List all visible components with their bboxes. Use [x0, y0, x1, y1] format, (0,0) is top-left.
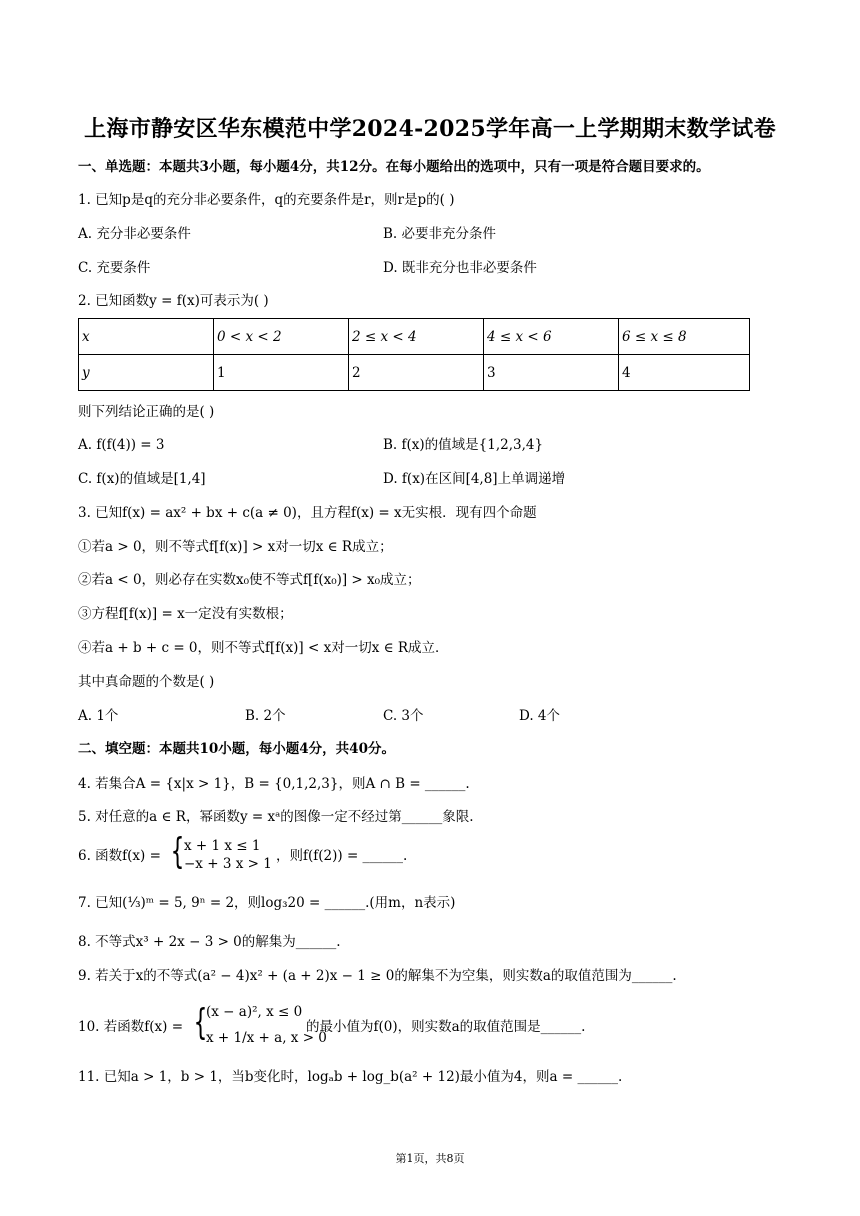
q1-option-d[interactable]: D. 既非充分也非必要条件: [383, 260, 537, 276]
table-cell: 4: [619, 355, 750, 391]
table-cell: 3: [484, 355, 619, 391]
question-9: 9. 若关于x的不等式(a² − 4)x² + (a + 2)x − 1 ≥ 0的解集不为空集，则实数a的取值范围为______.: [78, 968, 677, 984]
q3-option-b[interactable]: B. 2个: [245, 708, 286, 724]
q2-option-a[interactable]: A. f(f(4)) = 3: [78, 437, 165, 453]
table-row: [79, 355, 750, 391]
table-cell: 0 < x < 2: [214, 319, 349, 355]
table-cell: 1: [214, 355, 349, 391]
table-row: [79, 319, 750, 355]
table-cell: 4 ≤ x < 6: [484, 319, 619, 355]
q1-option-b[interactable]: B. 必要非充分条件: [383, 226, 497, 242]
question-8: 8. 不等式x³ + 2x − 3 > 0的解集为______.: [78, 934, 341, 950]
q6-case-2: −x + 3 x > 1: [184, 856, 272, 872]
q2-option-d[interactable]: D. f(x)在区间[4,8]上单调递增: [383, 471, 566, 487]
question-11: 11. 已知a > 1，b > 1，当b变化时，logₐb + log_b(a² + 12)最小值为4，则a = ______.: [78, 1069, 623, 1085]
table-cell: x: [79, 319, 214, 355]
question-5: 5. 对任意的a ∈ R，幂函数y = xᵃ的图像一定不经过第______象限.: [78, 809, 474, 825]
q3-option-c[interactable]: C. 3个: [383, 708, 424, 724]
question-3-followup: 其中真命题的个数是( ): [78, 674, 215, 690]
q10-case-1: (x − a)², x ≤ 0: [206, 1004, 303, 1020]
brace-icon: {: [170, 831, 185, 872]
function-table: [78, 318, 750, 391]
q6-case-1: x + 1 x ≤ 1: [184, 838, 261, 854]
q3-option-d[interactable]: D. 4个: [519, 708, 561, 724]
q1-option-a[interactable]: A. 充分非必要条件: [78, 226, 191, 242]
page-title: 上海市静安区华东模范中学2024-2025学年高一上学期期末数学试卷: [84, 116, 776, 142]
q2-option-c[interactable]: C. f(x)的值域是[1,4]: [78, 471, 206, 487]
question-10-suffix: 的最小值为f(0)，则实数a的取值范围是______.: [306, 1019, 586, 1035]
q10-case-2: x + 1/x + a, x > 0: [206, 1030, 327, 1046]
q3-option-a[interactable]: A. 1个: [78, 708, 119, 724]
table-cell: 2: [349, 355, 484, 391]
q3-proposition-4: ④若a + b + c = 0，则不等式f[f(x)] < x对一切x ∈ R成立．: [78, 640, 449, 656]
question-1-stem: 1. 已知p是q的充分非必要条件，q的充要条件是r，则r是p的( ): [78, 192, 455, 208]
brace-icon: {: [193, 1002, 208, 1043]
question-2-stem: 2. 已知函数y = f(x)可表示为( ): [78, 293, 269, 309]
table-cell: 6 ≤ x ≤ 8: [619, 319, 750, 355]
question-6-prefix: 6. 函数f(x) =: [78, 848, 161, 864]
question-6-suffix: ，则f(f(2)) = ______.: [276, 848, 408, 864]
q2-option-b[interactable]: B. f(x)的值域是{1,2,3,4}: [383, 437, 544, 453]
q1-option-c[interactable]: C. 充要条件: [78, 260, 151, 276]
q3-proposition-2: ②若a < 0，则必存在实数x₀使不等式f[f(x₀)] > x₀成立；: [78, 572, 421, 588]
section-1-heading: 一、单选题：本题共3小题，每小题4分，共12分。在每小题给出的选项中，只有一项是符合题目要求的。: [78, 159, 710, 175]
question-3-stem: 3. 已知f(x) = ax² + bx + c(a ≠ 0)，且方程f(x) = x无实根．现有四个命题: [78, 505, 537, 521]
q3-proposition-1: ①若a > 0，则不等式f[f(x)] > x对一切x ∈ R成立；: [78, 539, 393, 555]
table-cell: y: [79, 355, 214, 391]
question-4: 4. 若集合A = {x|x > 1}，B = {0,1,2,3}，则A ∩ B = ______.: [78, 776, 470, 792]
q3-proposition-3: ③方程f[f(x)] = x一定没有实数根；: [78, 606, 293, 622]
question-7: 7. 已知(⅓)ᵐ = 5, 9ⁿ = 2，则log₃20 = ______.(用m，n表示): [78, 895, 456, 911]
page-footer: 第1页，共8页: [395, 1152, 465, 1165]
table-cell: 2 ≤ x < 4: [349, 319, 484, 355]
question-2-followup: 则下列结论正确的是( ): [78, 404, 215, 420]
section-2-heading: 二、填空题：本题共10小题，每小题4分，共40分。: [78, 741, 395, 757]
question-10-prefix: 10. 若函数f(x) =: [78, 1019, 184, 1035]
